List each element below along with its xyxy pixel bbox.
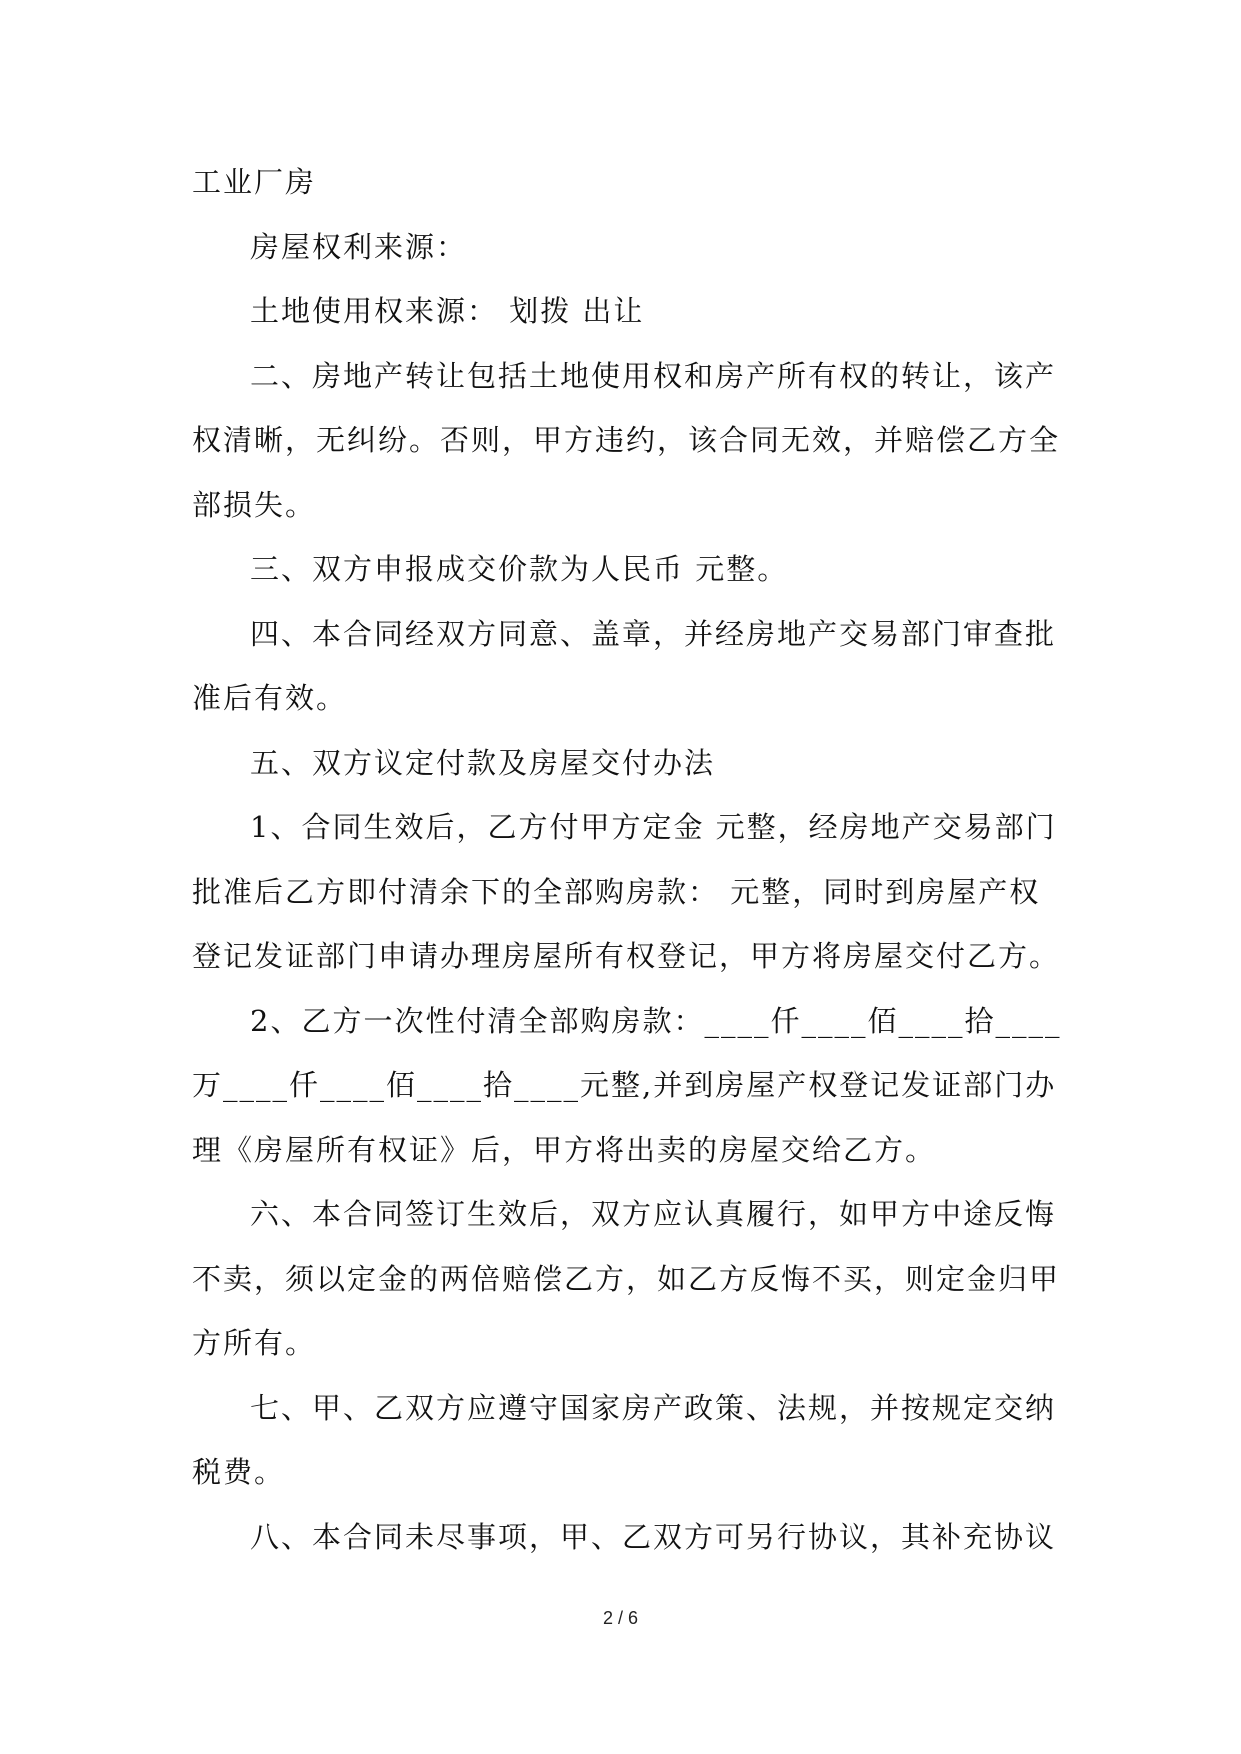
text-line: 八、本合同未尽事项，甲、乙双方可另行协议，其补充协议 — [250, 1519, 1057, 1554]
text-line: 六、本合同签订生效后，双方应认真履行，如甲方中途反悔 — [250, 1197, 1057, 1231]
text-line: 五、双方议定付款及房屋交付办法 — [250, 745, 716, 780]
text-line: 批准后乙方即付清余下的全部购房款： 元整，同时到房屋产权 — [192, 874, 1041, 909]
document-body — [192, 150, 1062, 1569]
text-line: 2、乙方一次性付清全部购房款：____仟____佰____拾____ — [250, 1003, 1062, 1038]
text-line: 权清晰，无纠纷。否则，甲方违约，该合同无效，并赔偿乙方全 — [192, 423, 1061, 457]
text-line: 万____仟____佰____拾____元整,并到房屋产权登记发证部门办 — [192, 1068, 1057, 1102]
text-line: 房屋权利来源： — [250, 229, 468, 264]
text-line: 1、合同生效后，乙方付甲方定金 元整，经房地产交易部门 — [250, 810, 1057, 844]
text-line: 税费。 — [192, 1455, 286, 1489]
text-line: 理《房屋所有权证》后，甲方将出卖的房屋交给乙方。 — [192, 1132, 937, 1167]
text-line: 工业厂房 — [192, 165, 317, 199]
text-line: 方所有。 — [192, 1326, 317, 1360]
text-line: 登记发证部门申请办理房屋所有权登记，甲方将房屋交付乙方。 — [192, 939, 1061, 973]
text-line: 土地使用权来源： 划拨 出让 — [250, 294, 645, 328]
text-line: 七、甲、乙双方应遵守国家房产政策、法规，并按规定交纳 — [250, 1390, 1057, 1425]
text-line: 准后有效。 — [192, 681, 348, 715]
text-line: 部损失。 — [192, 487, 317, 522]
page-number: 2 / 6 — [602, 1608, 639, 1628]
text-line: 二、房地产转让包括土地使用权和房产所有权的转让，该产 — [250, 358, 1057, 393]
text-line: 不卖，须以定金的两倍赔偿乙方，如乙方反悔不买，则定金归甲 — [192, 1261, 1061, 1296]
text-line: 四、本合同经双方同意、盖章，并经房地产交易部门审查批 — [250, 616, 1057, 651]
text-line: 三、双方申报成交价款为人民币 元整。 — [250, 552, 789, 586]
